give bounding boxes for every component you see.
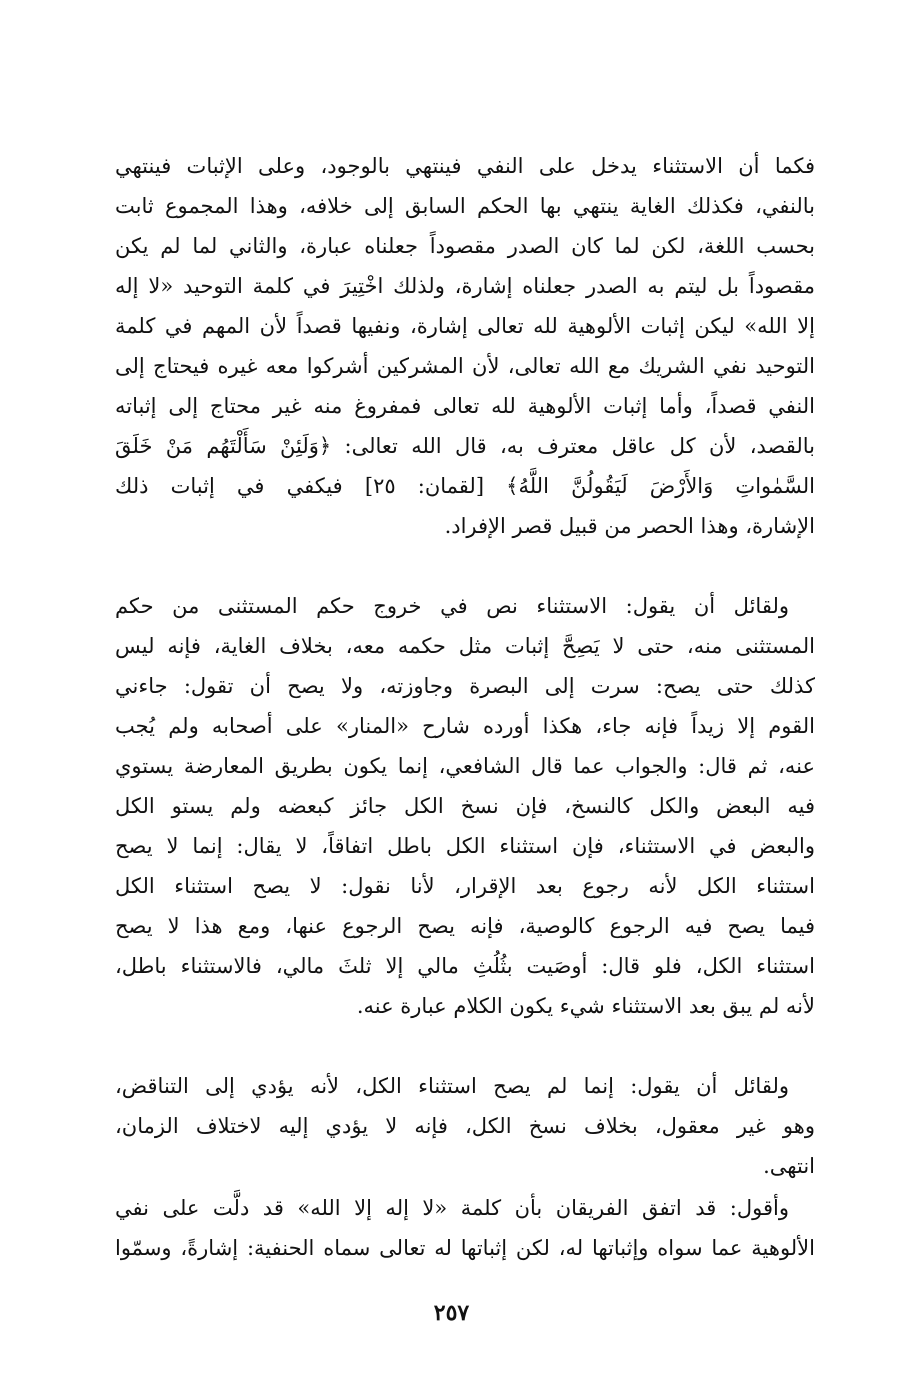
text-line: القوم إلا زيداً فإنه جاء، هكذا أورده شارح «المنار» على أصحابه ولم يُجب: [115, 714, 815, 738]
text-line: لأنه لم يبق بعد الاستثناء شيء يكون الكلام عبارة عنه.: [356, 994, 815, 1018]
page-number: ٢٥٧: [433, 1300, 470, 1326]
paragraph-4: [115, 1188, 815, 1268]
text-line: كذلك حتى يصح: سرت إلى البصرة وجاوزته، ولا يصح أن تقول: جاءني: [115, 674, 815, 698]
text-line: انتهى.: [763, 1154, 815, 1178]
text-line: وأقول: قد اتفق الفريقان بأن كلمة «لا إله إلا الله» قد دلَّت على نفي: [115, 1196, 789, 1220]
text-line: فيه البعض والكل كالنسخ، فإن نسخ الكل جائز كبعضه ولم يستو الكل: [115, 794, 815, 818]
text-line: الألوهية عما سواه وإثباتها له، لكن إثباتها له تعالى سماه الحنفية: إشارةً، وسمّوا: [115, 1236, 815, 1260]
text-line: بالنفي، فكذلك الغاية ينتهي بها الحكم السابق إلى خلافه، وهذا المجموع ثابت: [115, 194, 815, 218]
text-line: المستثنى منه، حتى لا يَصِحَّ إثبات مثل حكمه معه، بخلاف الغاية، فإنه ليس: [115, 634, 815, 658]
text-line: وهو غير معقول، بخلاف نسخ الكل، فإنه لا يؤدي إليه لاختلاف الزمان،: [115, 1114, 815, 1138]
text-line: التوحيد نفي الشريك مع الله تعالى، لأن المشركين أشركوا معه غيره فيحتاج إلى: [115, 354, 815, 378]
paragraph-2: [115, 586, 815, 1026]
text-line: استثناء الكل، فلو قال: أوصَيت بثُلُثِ مالي إلا ثلثَ مالي، فالاستثناء باطل،: [115, 954, 815, 978]
text-line: فيما يصح فيه الرجوع كالوصية، فإنه يصح الرجوع عنها، ومع هذا لا يصح: [115, 914, 815, 938]
text-line: النفي قصداً، وأما إثبات الألوهية لله تعالى فمفروغ منه غير محتاج إلى إثباته: [115, 394, 815, 418]
text-line: استثناء الكل لأنه رجوع بعد الإقرار، لأنا نقول: لا يصح استثناء الكل: [115, 874, 815, 898]
text-line: ولقائل أن يقول: إنما لم يصح استثناء الكل، لأنه يؤدي إلى التناقض،: [115, 1074, 789, 1098]
text-line: فكما أن الاستثناء يدخل على النفي فينتهي بالوجود، وعلى الإثبات فينتهي: [115, 154, 815, 178]
text-line: عنه، ثم قال: والجواب عما قال الشافعي، إنما يكون بطريق المعارضة يستوي: [115, 754, 815, 778]
text-line: الإشارة، وهذا الحصر من قبيل قصر الإفراد.: [444, 514, 815, 538]
text-line: بالقصد، لأن كل عاقل معترف به، قال الله تعالى: ﴿وَلَئِنْ سَأَلْتَهُم مَنْ خَلَقَ: [115, 434, 815, 458]
text-line-quran-verse: السَّمٰواتِ وَالأَرْضَ لَيَقُولُنَّ اللَّهُ﴾ [لقمان: ٢٥] فيكفي في إثبات ذلك: [115, 474, 815, 498]
text-line: والبعض في الاستثناء، فإن استثناء الكل باطل اتفاقاً، لا يقال: إنما لا يصح: [115, 834, 815, 858]
text-line: إلا الله» ليكن إثبات الألوهية لله تعالى إشارة، ونفيها قصداً لأن المهم في كلمة: [115, 314, 815, 338]
text-line: ولقائل أن يقول: الاستثناء نص في خروج حكم المستثنى من حكم: [115, 594, 789, 618]
paragraph-3: [115, 1066, 815, 1186]
text-line: مقصوداً بل ليتم به الصدر جعلناه إشارة، ولذلك اخْتِيرَ في كلمة التوحيد «لا إله: [115, 274, 815, 298]
text-line: بحسب اللغة، لكن لما كان الصدر مقصوداً جعلناه عبارة، والثاني لما لم يكن: [115, 234, 815, 258]
paragraph-1: [115, 146, 815, 546]
